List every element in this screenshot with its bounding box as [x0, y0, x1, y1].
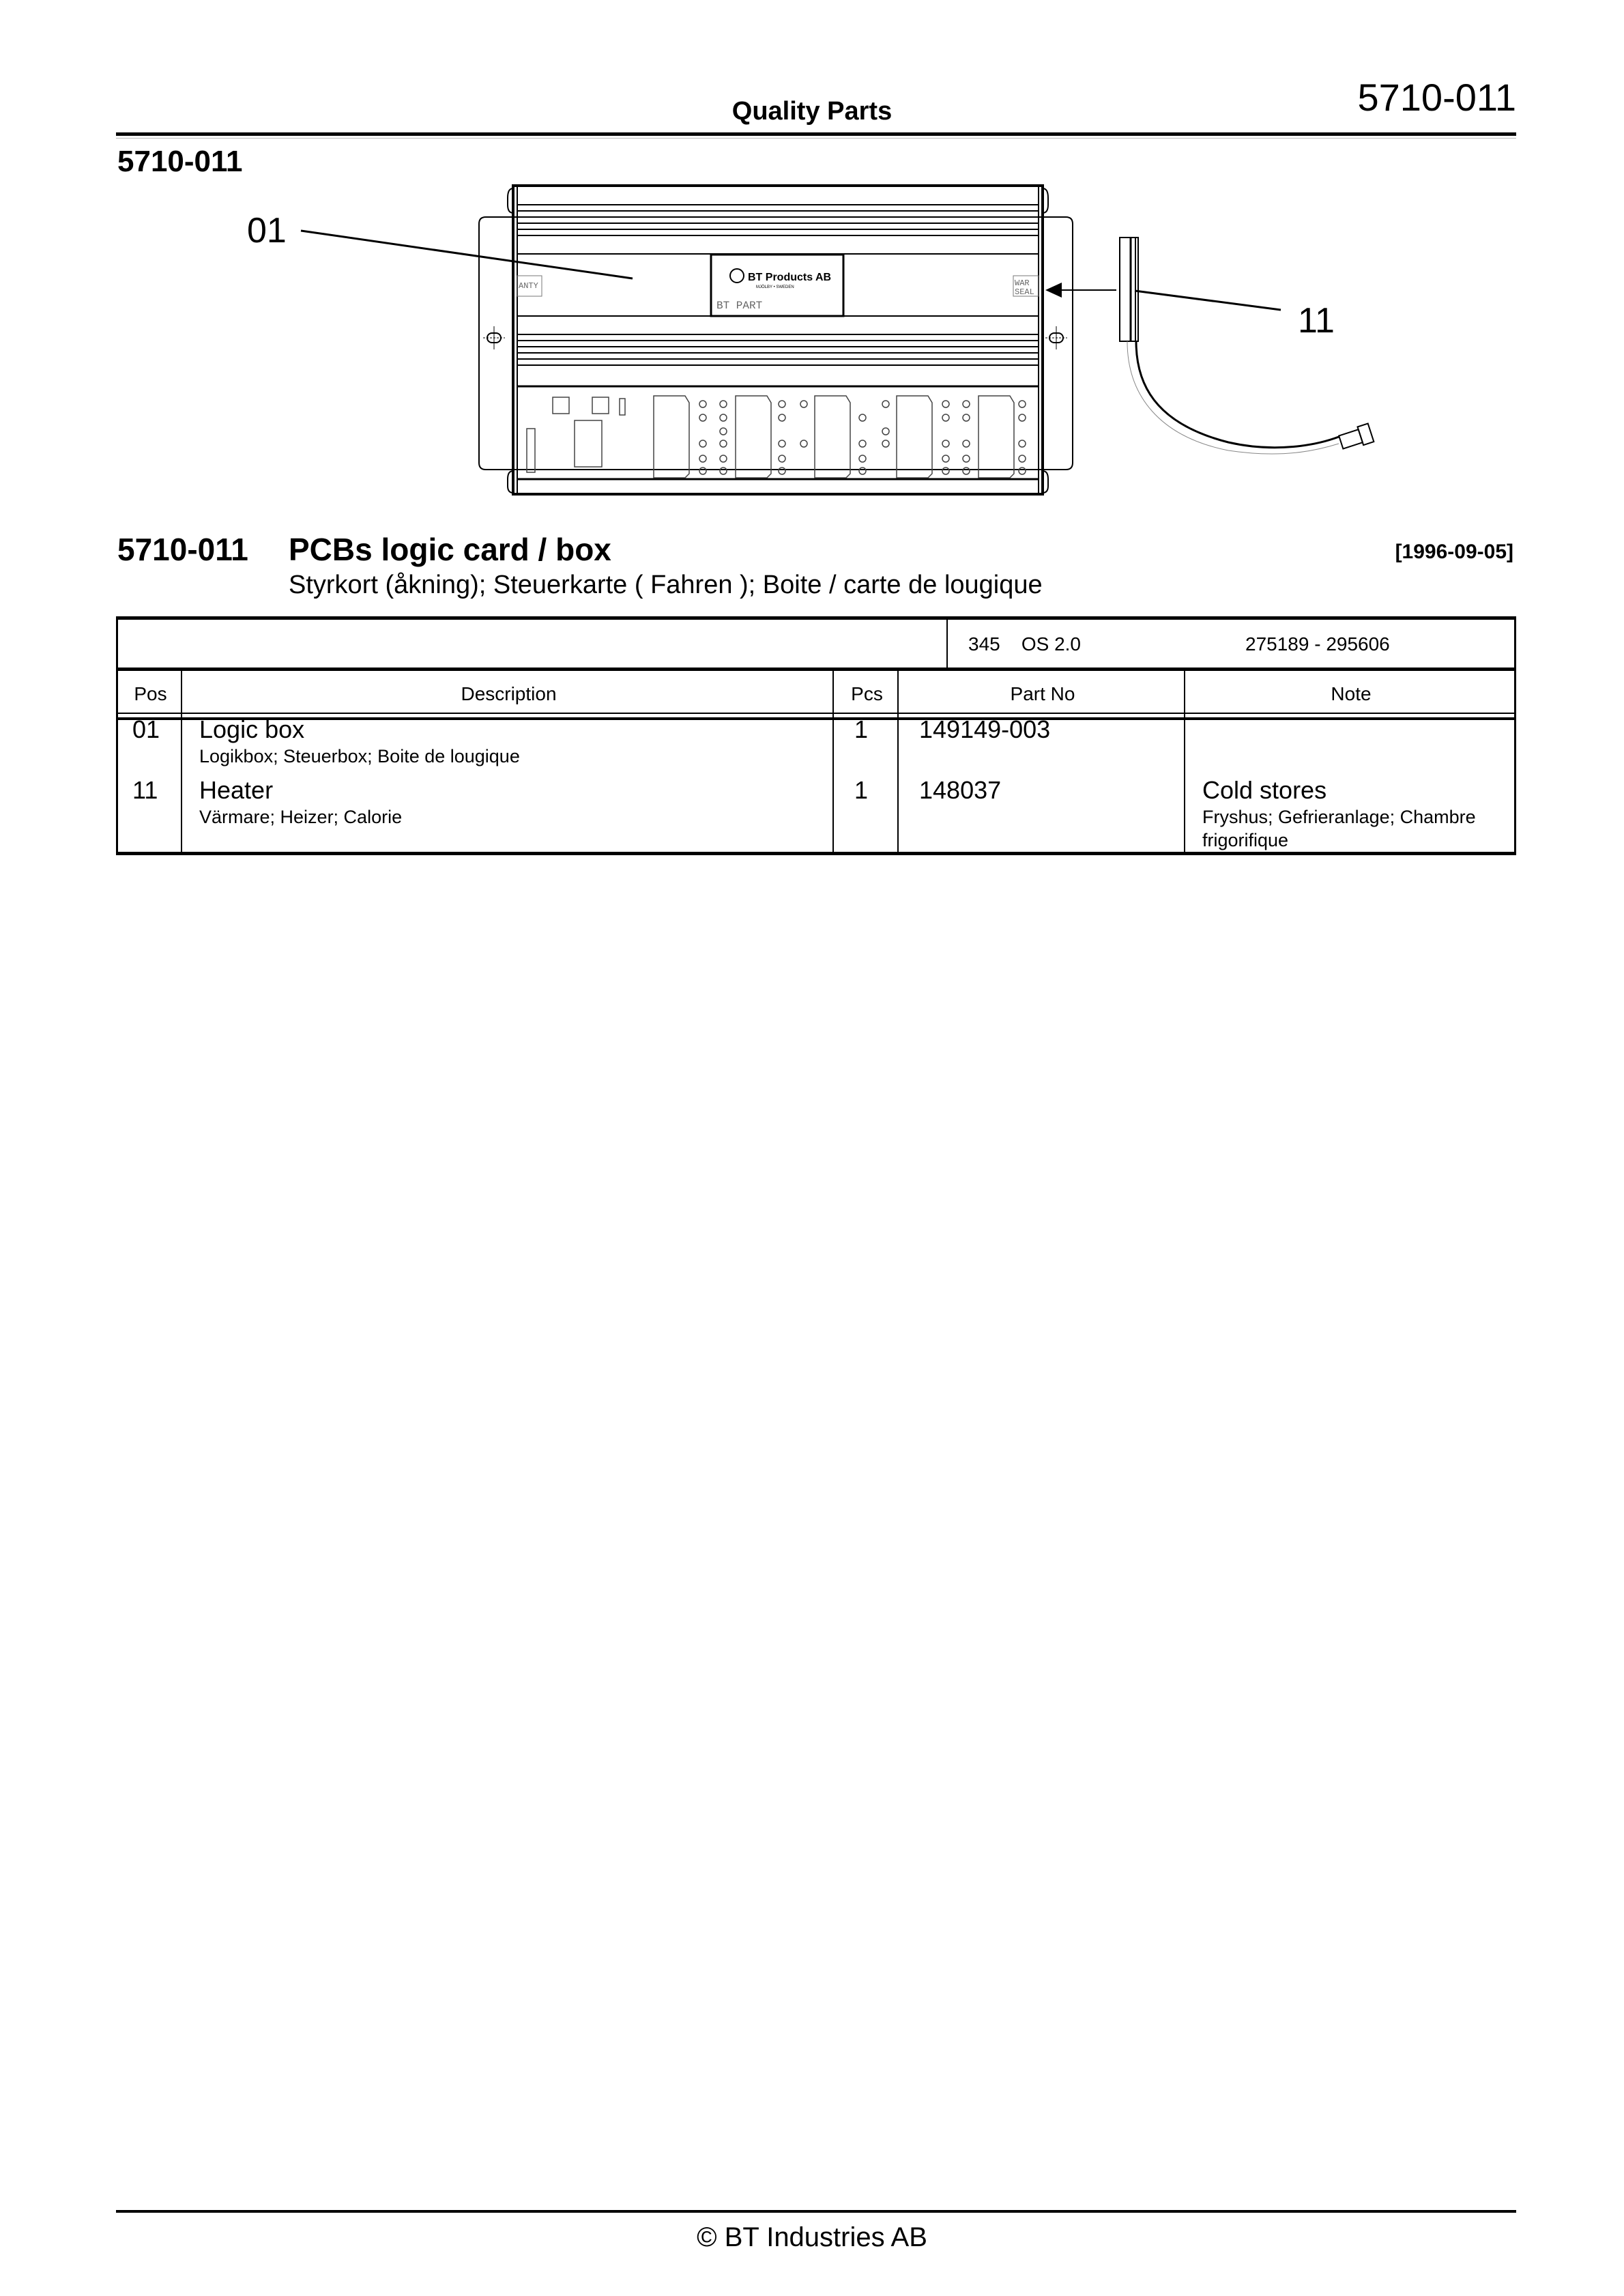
footer-rule	[116, 2210, 1516, 2213]
svg-text:BT PART: BT PART	[716, 300, 763, 312]
callout-11: 11	[1298, 301, 1335, 341]
header-title: Quality Parts	[731, 97, 893, 126]
part-group-subtitle: Styrkort (åkning); Steuerkarte ( Fahren ); Boite / carte de lougique	[289, 571, 1043, 599]
col-header-pcs: Pcs	[851, 683, 883, 704]
header-code: 5710-011	[1357, 76, 1516, 119]
col-divider	[832, 668, 834, 855]
row-note: Cold stores	[1202, 776, 1327, 804]
revision-date: [1996-09-05]	[1395, 541, 1513, 563]
svg-text:WAR: WAR	[1015, 278, 1030, 288]
row-description-sub: Värmare; Heizer; Calorie	[199, 807, 403, 827]
model-info: 345 OS 2.0	[968, 633, 1081, 655]
info-divider	[946, 620, 948, 671]
footer-copyright: © BT Industries AB	[697, 2222, 927, 2252]
svg-text:BT Products AB: BT Products AB	[748, 272, 832, 283]
row-pcs: 1	[854, 715, 869, 743]
model-info-row	[116, 616, 1516, 668]
logic-box-drawing	[232, 171, 1433, 512]
header-divider	[116, 713, 1516, 714]
col-header-pos: Pos	[134, 683, 167, 704]
col-header-description: Description	[461, 683, 557, 704]
row-description: Logic box	[199, 715, 305, 743]
callout-01: 01	[247, 211, 287, 250]
row-part-no: 149149-003	[919, 715, 1051, 743]
row-description: Heater	[199, 776, 274, 804]
row-note-sub: Fryshus; Gefrieranlage; Chambre frigorifique	[1202, 807, 1476, 850]
table-header	[116, 668, 1516, 713]
row-pos: 01	[132, 715, 160, 743]
part-group-code: 5710-011	[117, 532, 248, 567]
row-pos: 11	[132, 776, 158, 804]
col-header-part-no: Part No	[1010, 683, 1075, 704]
row-description-sub: Logikbox; Steuerbox; Boite de lougique	[199, 746, 520, 766]
serial-range: 275189 - 295606	[1245, 633, 1390, 655]
svg-text:MJÖLBY • SWEDEN: MJÖLBY • SWEDEN	[756, 285, 794, 289]
svg-text:ANTY: ANTY	[519, 281, 538, 291]
col-divider	[181, 668, 182, 855]
col-header-note: Note	[1331, 683, 1372, 704]
parts-diagram	[232, 171, 1433, 512]
header-rule	[116, 132, 1516, 136]
header-divider-double	[116, 717, 1516, 720]
part-group-title: PCBs logic card / box	[289, 532, 611, 567]
section-code: 5710-011	[117, 145, 243, 178]
col-divider	[897, 668, 899, 855]
header-rule-thin	[116, 138, 1516, 139]
svg-text:SEAL: SEAL	[1015, 287, 1034, 297]
row-pcs: 1	[854, 776, 869, 804]
row-part-no: 148037	[919, 776, 1002, 804]
col-divider	[1184, 668, 1185, 855]
